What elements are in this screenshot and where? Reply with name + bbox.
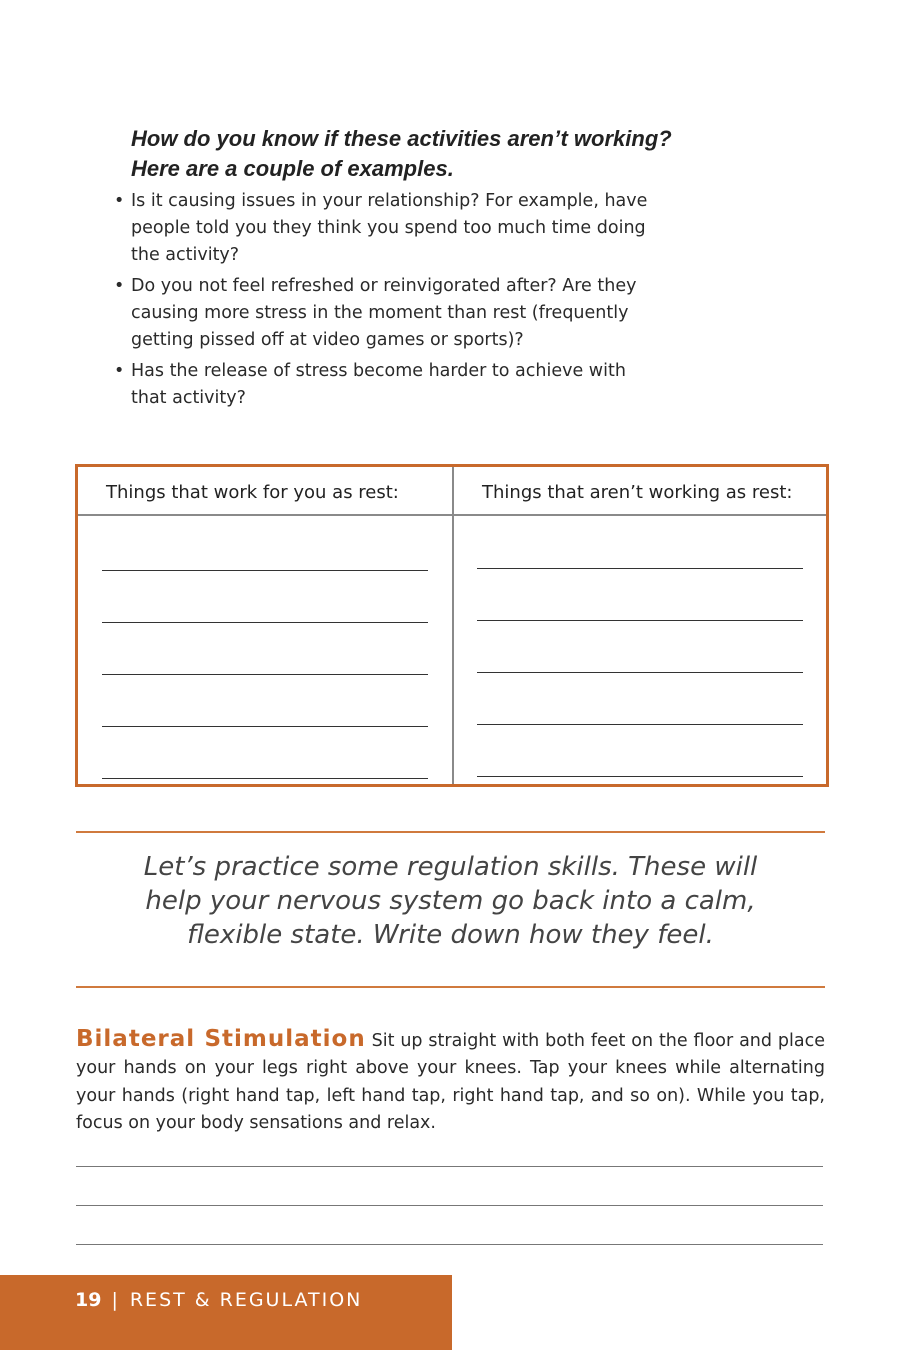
question-title-line-1: How do you know if these activities aren’t working?: [131, 126, 672, 151]
section-question-title: [131, 124, 672, 184]
works-column-header: Things that work for you as rest:: [78, 467, 452, 516]
question-title-line-2: Here are a couple of examples.: [131, 156, 454, 181]
write-line[interactable]: [102, 570, 428, 571]
list-item: • Has the release of stress become harder to achieve with that activity?: [114, 358, 654, 412]
write-line[interactable]: [102, 674, 428, 675]
write-line[interactable]: [102, 726, 428, 727]
write-line[interactable]: [477, 568, 803, 569]
divider: [76, 986, 825, 988]
quote-line: Let’s practice some regulation skills. These will: [143, 852, 758, 882]
write-line[interactable]: [102, 778, 428, 779]
section-name: REST & REGULATION: [129, 1289, 363, 1311]
write-line[interactable]: [76, 1205, 823, 1206]
list-item: • Is it causing issues in your relationship? For example, have people told you they think you spend too much time doing the activity?: [114, 188, 654, 269]
write-line[interactable]: [477, 672, 803, 673]
page-number: 19: [75, 1289, 102, 1311]
write-line[interactable]: [477, 776, 803, 777]
callout-quote: [76, 850, 825, 952]
page-footer: [0, 1275, 452, 1350]
quote-line: help your nervous system go back into a calm,: [145, 886, 756, 916]
footer-separator: |: [111, 1289, 120, 1311]
not-working-column-header: Things that aren’t working as rest:: [454, 467, 826, 516]
examples-list: [114, 188, 654, 416]
list-item: • Do you not feel refreshed or reinvigorated after? Are they causing more stress in the moment than rest (frequently getting pissed off at video games or sports)?: [114, 273, 654, 354]
exercise-body: Sit up straight with both feet on the floor and place your hands on your legs right above your knees. Tap your knees while alternating your hands (right hand tap, left hand tap, right hand tap, and so on). While you tap, focus on your body sensations and relax.: [76, 1031, 825, 1133]
divider: [76, 831, 825, 833]
not-working-column: [454, 467, 826, 784]
write-line[interactable]: [477, 724, 803, 725]
exercise-heading: Bilateral Stimulation: [76, 1026, 366, 1052]
write-line[interactable]: [76, 1244, 823, 1245]
quote-line: flexible state. Write down how they feel.: [187, 920, 714, 950]
write-line[interactable]: [76, 1166, 823, 1167]
write-line[interactable]: [102, 622, 428, 623]
exercise-paragraph: [76, 1026, 825, 1137]
works-column: [78, 467, 454, 784]
write-line[interactable]: [477, 620, 803, 621]
rest-worksheet-table: [75, 464, 829, 787]
